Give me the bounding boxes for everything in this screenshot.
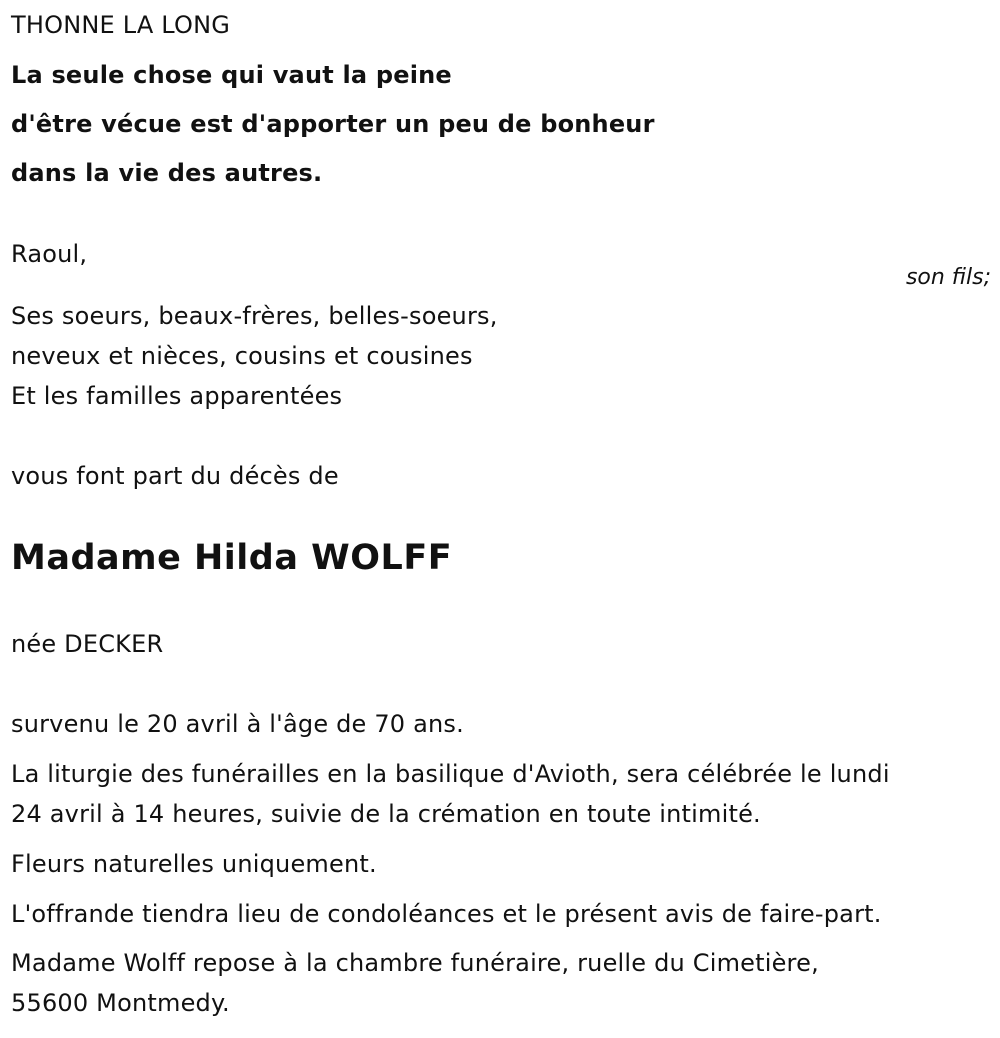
rest-line-2: 55600 Montmedy. xyxy=(11,989,230,1017)
funeral-line-1: La liturgie des funérailles en la basilique d'Avioth, sera célébrée le lundi xyxy=(11,760,890,788)
quote-line-2: d'être vécue est d'apporter un peu de bonheur xyxy=(11,110,655,138)
announcement-text: vous font part du décès de xyxy=(11,462,339,490)
offering-note: L'offrande tiendra lieu de condoléances et le présent avis de faire-part. xyxy=(11,900,882,928)
maiden-name: née DECKER xyxy=(11,630,164,658)
quote-line-1: La seule chose qui vaut la peine xyxy=(11,61,452,89)
quote-line-3: dans la vie des autres. xyxy=(11,159,323,187)
flowers-note: Fleurs naturelles uniquement. xyxy=(11,850,377,878)
rest-line-1: Madame Wolff repose à la chambre funéraire, ruelle du Cimetière, xyxy=(11,949,819,977)
death-details: survenu le 20 avril à l'âge de 70 ans. xyxy=(11,710,464,738)
family-line-3: Et les familles apparentées xyxy=(11,382,343,410)
family-line-1: Ses soeurs, beaux-frères, belles-soeurs, xyxy=(11,302,498,330)
son-role: son fils; xyxy=(905,265,991,290)
funeral-line-2: 24 avril à 14 heures, suivie de la crémation en toute intimité. xyxy=(11,800,761,828)
family-line-2: neveux et nièces, cousins et cousines xyxy=(11,342,473,370)
son-name: Raoul, xyxy=(11,240,88,268)
deceased-name: Madame Hilda WOLFF xyxy=(11,538,453,578)
place-heading: THONNE LA LONG xyxy=(11,11,231,39)
